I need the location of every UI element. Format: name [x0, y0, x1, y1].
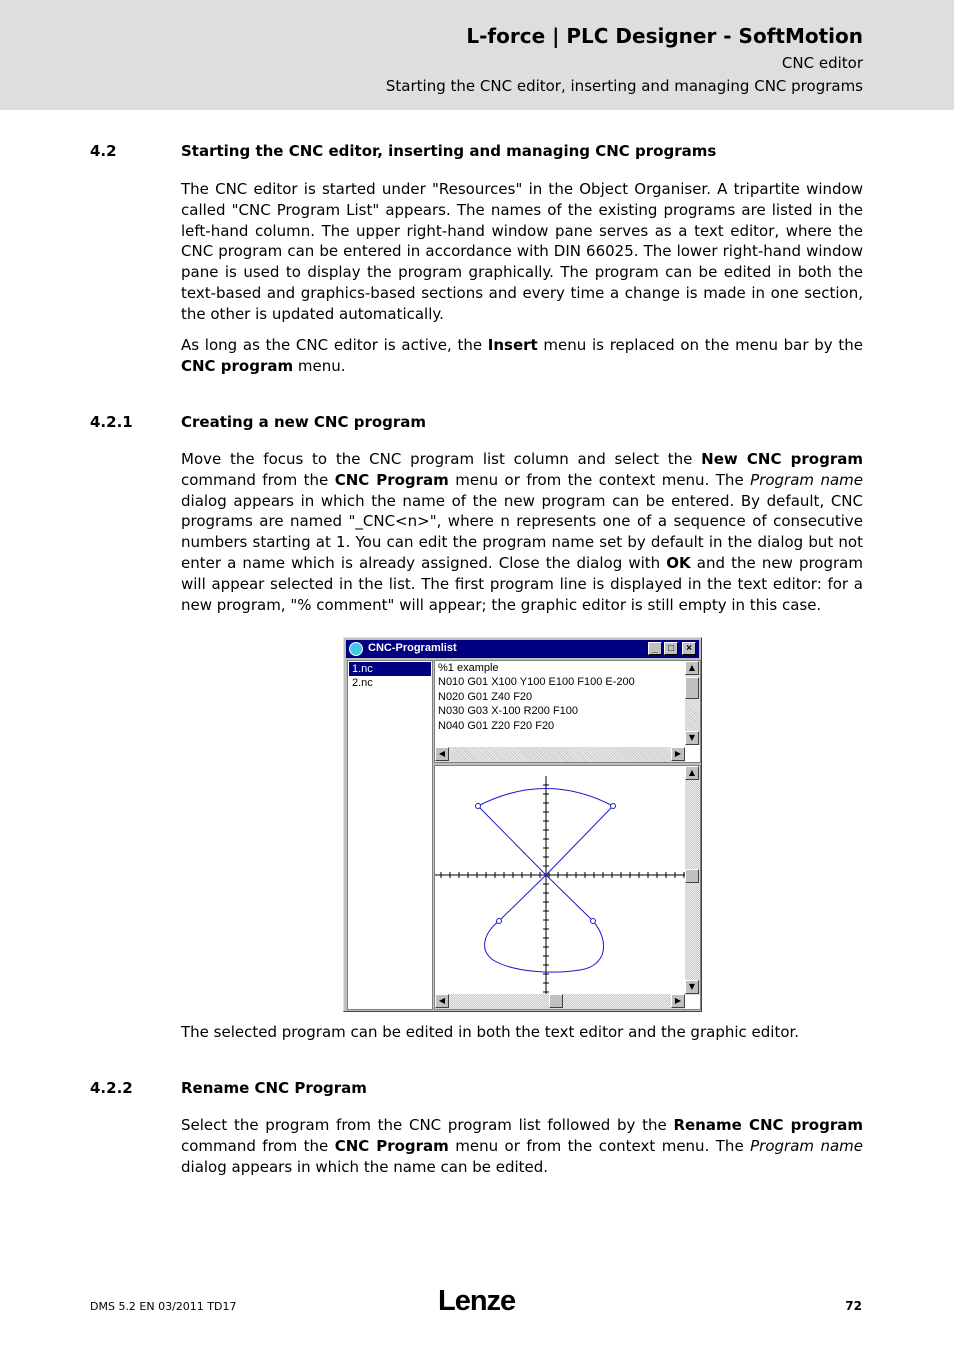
app-icon: [349, 642, 363, 656]
code-line: %1 example: [438, 662, 499, 674]
cnc-programlist-window: [343, 637, 702, 1012]
graph-scroll-up-button[interactable]: ▲: [685, 766, 699, 780]
scroll-down-button[interactable]: ▼: [685, 731, 699, 745]
program-list[interactable]: [347, 660, 433, 1010]
page-header: [0, 0, 954, 110]
maximize-button[interactable]: □: [664, 642, 678, 655]
graphic-editor-pane[interactable]: [434, 765, 701, 1010]
scroll-left-button[interactable]: ◀: [435, 747, 449, 761]
axis-ticks: [441, 785, 684, 992]
code-line: N040 G01 Z20 F20 F20: [438, 720, 555, 732]
close-button[interactable]: ×: [682, 642, 696, 655]
window-titlebar: [346, 640, 699, 658]
subsection-number: 4.2.2: [90, 1079, 133, 1097]
paragraph: Move the focus to the CNC program list column and select the New CNC program command from the CNC Program menu or from the context menu. The Program name dialog appears in which the name of the new program can be entered. By default, CNC programs are named "_CNC<n>", where n represents one of a sequence of consecutive numbers starting at 1. You can edit the program name set by default in the dialog but not enter a name which is already assigned. Close the dialog with OK and the new program will appear selected in the list. The first program line is displayed in the text editor: for a new program, "% comment" will appear; the graphic editor is still empty in this case.: [181, 450, 863, 614]
graph-scroll-left-button[interactable]: ◀: [435, 994, 449, 1008]
axes: [435, 776, 685, 994]
header-chapter: CNC editor: [781, 54, 863, 72]
minimize-button[interactable]: _: [648, 642, 662, 655]
cnc-path-graphic: [435, 766, 700, 1009]
program-item-2[interactable]: 2.nc: [352, 677, 373, 689]
subsection-heading: Creating a new CNC program: [181, 413, 427, 431]
graph-hscroll-thumb[interactable]: [549, 994, 563, 1008]
window-title: CNC-Programlist: [368, 642, 457, 654]
svg-text:Lenze: Lenze: [438, 1285, 516, 1317]
page-number: 72: [845, 1299, 862, 1313]
text-editor-pane[interactable]: [434, 660, 701, 763]
paragraph: As long as the CNC editor is active, the Insert menu is replaced on the menu bar by the CNC program menu.: [181, 336, 863, 375]
section-heading: Starting the CNC editor, inserting and managing CNC programs: [181, 142, 717, 160]
graph-scroll-right-button[interactable]: ▶: [671, 994, 685, 1008]
section-number: 4.2: [90, 142, 117, 160]
paragraph: The CNC editor is started under "Resources" in the Object Organiser. A tripartite window called "CNC Program List" appears. The names of the existing programs are listed in the left-hand column. The upper right-hand window pane serves as a text editor, where the CNC program can be entered in accordance with DIN 66025. The lower right-hand window pane is used to display the program graphically. The program can be edited in both the text-based and graphics-based sections and every time a change is made in one section, the other is updated automatically.: [181, 180, 863, 323]
horizontal-scrollbar[interactable]: [435, 747, 685, 762]
scroll-right-button[interactable]: ▶: [671, 747, 685, 761]
graph-scroll-down-button[interactable]: ▼: [685, 980, 699, 994]
code-line: N010 G01 X100 Y100 E100 F100 E-200: [438, 676, 635, 688]
graph-scroll-thumb[interactable]: [685, 869, 699, 883]
code-line: N020 G01 Z40 F20: [438, 691, 533, 703]
subsection-number: 4.2.1: [90, 413, 133, 431]
document-id: DMS 5.2 EN 03/2011 TD17: [90, 1300, 237, 1313]
paragraph: Select the program from the CNC program list followed by the Rename CNC program command from the CNC Program menu or from the context menu. The Program name dialog appears in which the name can be edited.: [181, 1116, 863, 1176]
header-title: L-force | PLC Designer - SoftMotion: [466, 24, 863, 48]
lenze-logo: [438, 1282, 518, 1318]
code-line: N030 G03 X-100 R200 F100: [438, 705, 579, 717]
scroll-up-button[interactable]: ▲: [685, 661, 699, 675]
program-item-1[interactable]: 1.nc: [349, 662, 431, 676]
scroll-thumb[interactable]: [685, 677, 699, 699]
figure-caption: The selected program can be edited in both the text editor and the graphic editor.: [181, 1023, 800, 1041]
header-section: Starting the CNC editor, inserting and managing CNC programs: [385, 77, 863, 95]
subsection-heading: Rename CNC Program: [181, 1079, 367, 1097]
